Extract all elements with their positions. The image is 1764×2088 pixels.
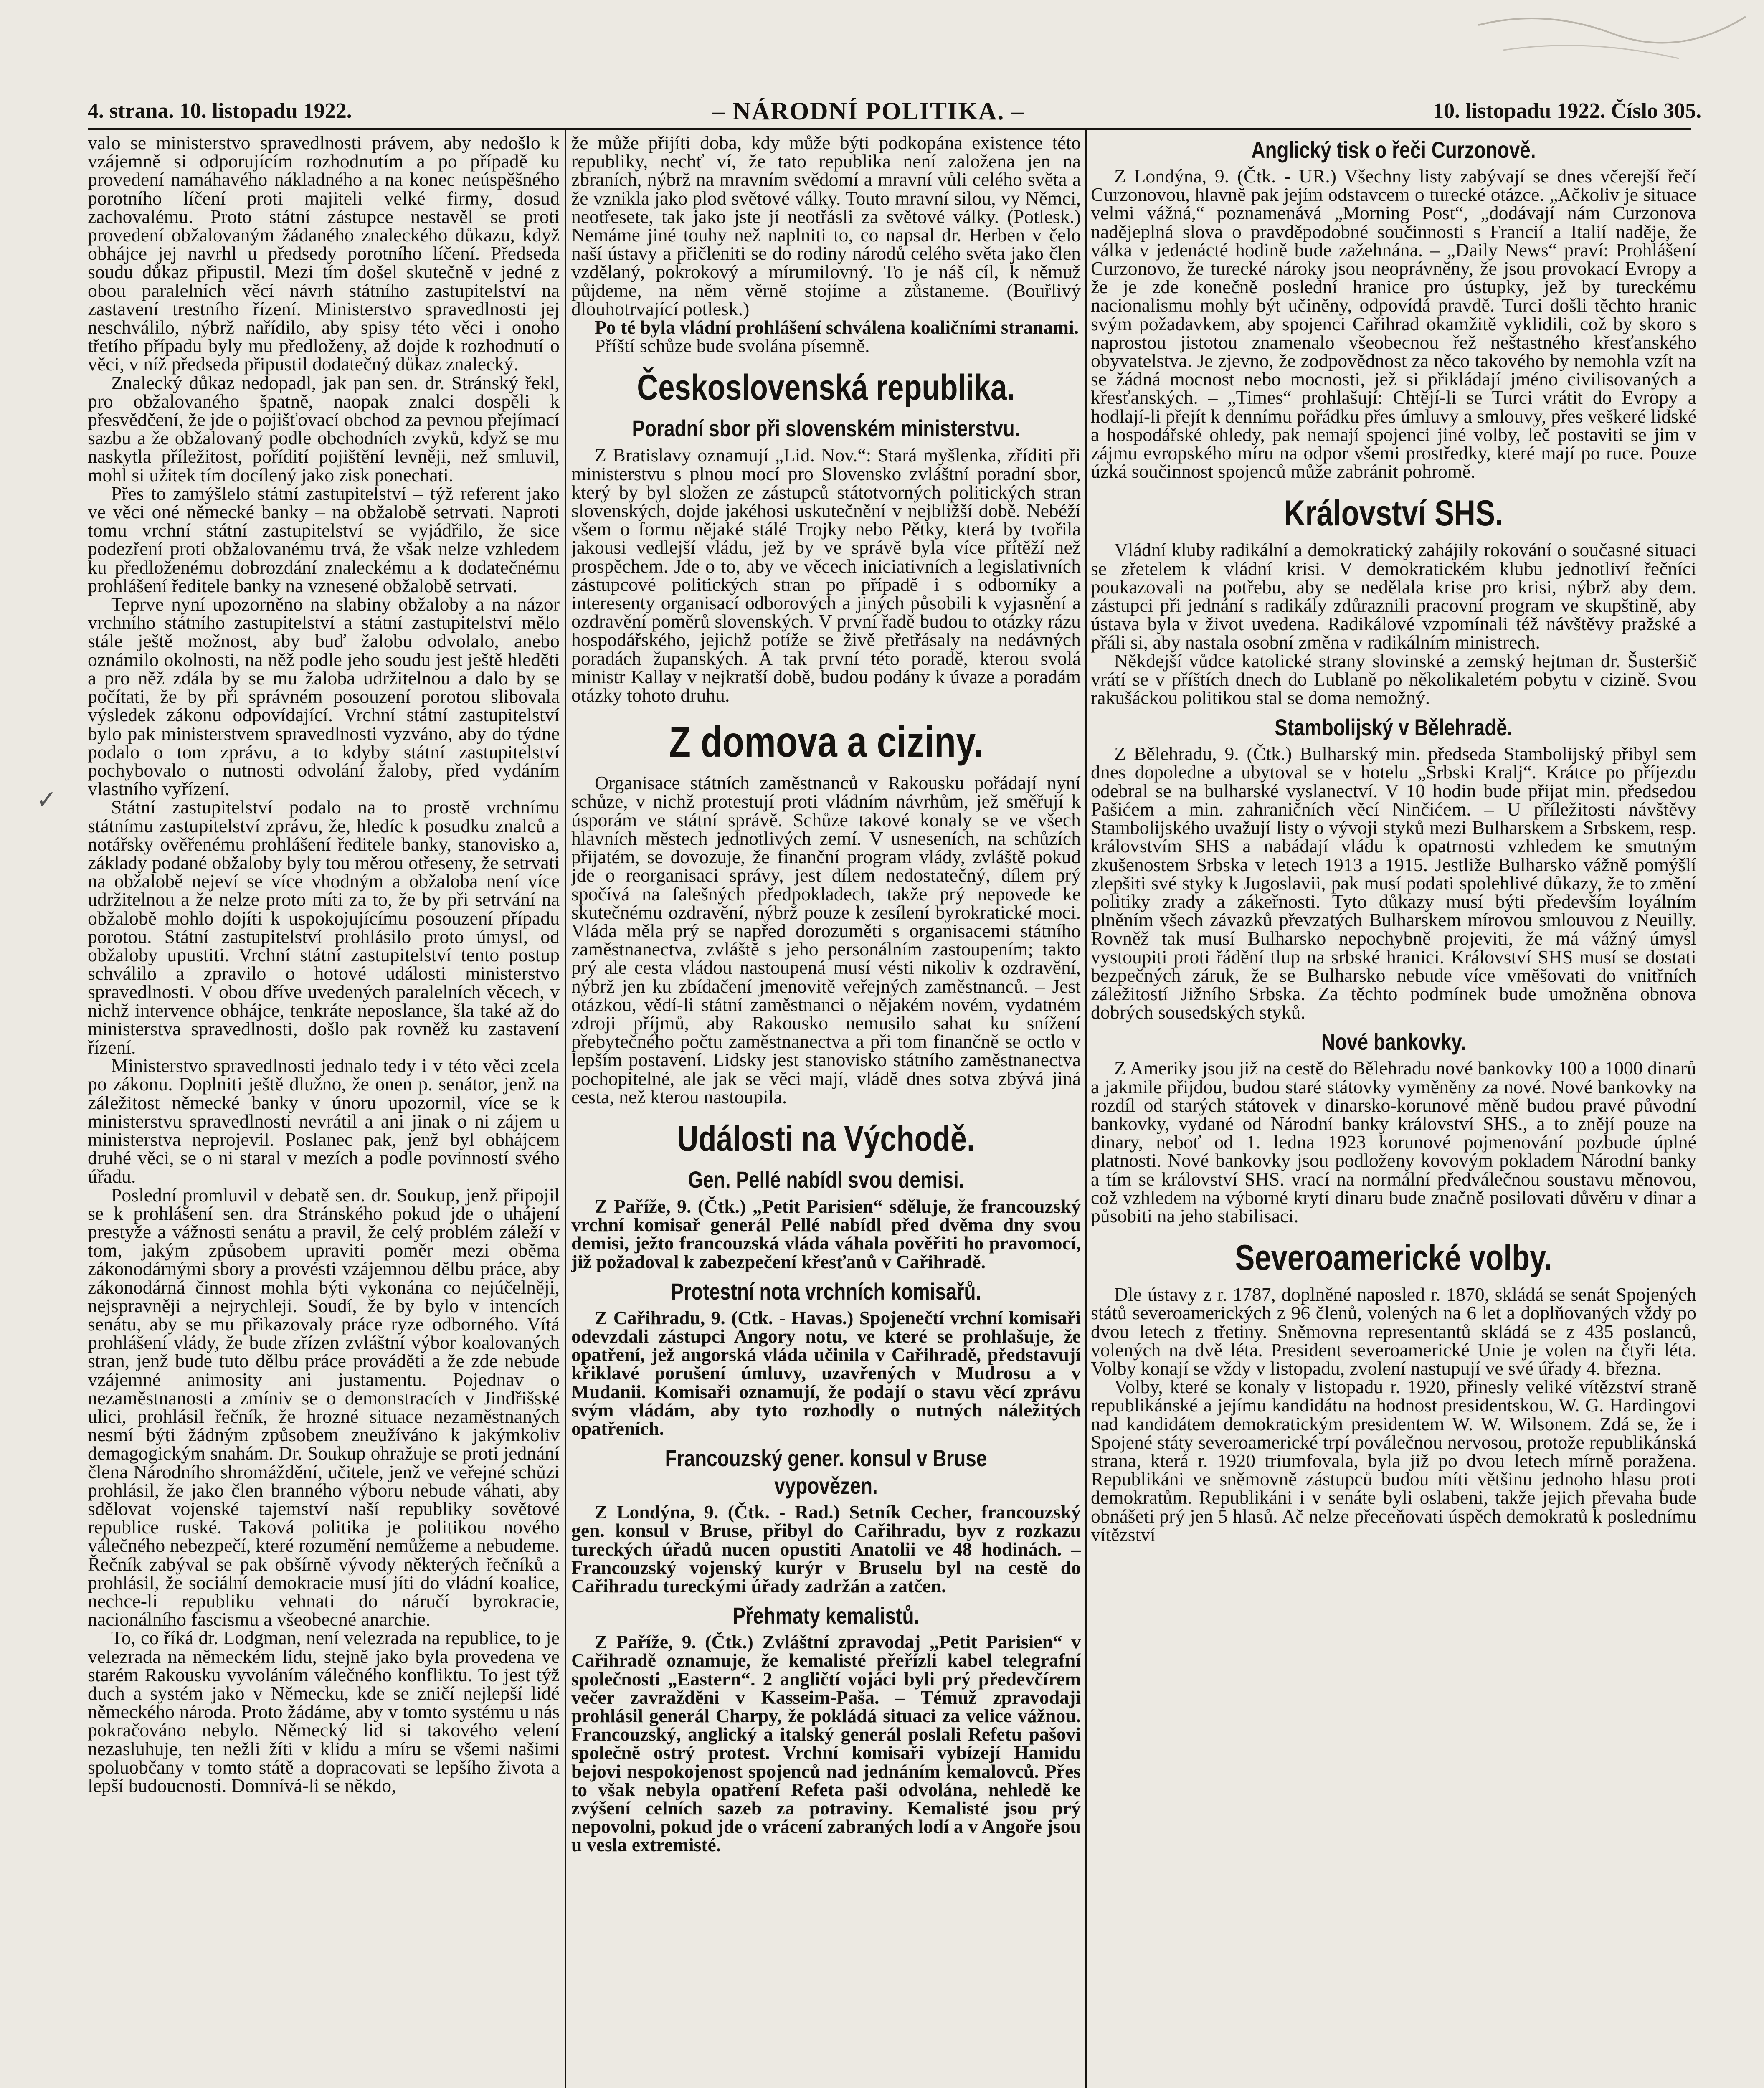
- col2-paragraph: Příští schůze bude svolána písemně.: [595, 335, 870, 357]
- article-heading-advisory-board: Poradní sbor při slovenském ministerstvu.: [632, 415, 1020, 442]
- column-divider-2: [1085, 130, 1087, 2088]
- article-body: Z Bělehradu, 9. (Čtk.) Bulharský min. předseda Stambolijský přibyl sem dnes dopoledne a ubytoval se v hotelu „Srbski Kralj“. Krátce po příjezdu odebral se na bulharské vyslanectví. V 10 hodin bude přijat min. předsedou Pašićem a min. zahraničních věcí Ninčićem. – U příležitosti návštěvy Stambolijského uvažují listy o vývoji styků mezi Bulharskem a Srbskem, resp. královstvím SHS a nabádají vládu k opatrnosti vzhledem ke smutným zkušenostem Srbska v letech 1913 a 1915. Jestliže Bulharsko vážně pomýšlí zlepšiti své styky k Jugoslavii, pak musí podati spolehlivé důkazy, že to změní politiky zrady a zákeřnosti. Tyto důkazy musí býti především loyálním plněním všech závazků převzatých Bulharskem mírovou smlouvou z Neuilly. Rovněž tak musí Bulharsko nepochybně projeviti, že má vážný úmysl vystoupiti proti řádění tlup na srbské hranici. Království SHS musí se dostati bezpečných záruk, že se Bulharsko nebude více vměšovati do vnitřních záležitostí Jižního Srbska. Za těchto podmínek bude umožněna obnova dobrých sousedských styků.: [1091, 743, 1696, 1023]
- masthead-date-left: 4. strana. 10. listopadu 1922.: [88, 99, 352, 123]
- col1-paragraph: valo se ministerstvo spravedlnosti právem, aby nedošlo k vzájemně si odporujícím rozhodnutím a po případě ku provedení namáhavého nákladného a na konec neúspěšného porotního líčení proti majiteli velké firmy, dosud zachovalému. Proto státní zástupce nestavěl se proti provedení obžalovaným žádaného znaleckého důkazu, když obhájce jej navrhl u předsedy porotního líčení. Předseda soudu důkaz připustil. Mezi tím došel skutečně v jedné z obou paralelních věcí návrh státního zastupitelství na zastavení trestního řízení. Ministerstvo spravedlnosti jej neschválilo, nýbrž nařídilo, aby spisy této věci i onoho třetího případu byly mu předloženy, až dojde k rozhodnutí o věci, v níž předseda připustil dodatečný důkaz znalecký.: [88, 134, 560, 375]
- article-body: Z Paříže, 9. (Čtk.) „Petit Parisien“ sděluje, že francouzský vrchní komisař generál Pellé nabídl před dvěma dny svou demisi, ježto francouzská vláda váhala pověřiti ho pravomocí, již požadoval k zabezpečení křesťanů v Cařihradě.: [571, 1195, 1081, 1272]
- article-heading-kemalists: Přehmaty kemalistů.: [732, 1602, 920, 1629]
- article-heading-banknotes: Nové bankovky.: [1321, 1029, 1466, 1055]
- column-3: [1091, 134, 1696, 2088]
- article-body: Dle ústavy z r. 1787, doplněné naposled r. 1870, skládá se senát Spojených států severoamerických z 96 členů, volených na 6 let a doplňovaných vždy po dvou letech z třetiny. Sněmovna representantů skládá se z 435 poslanců, volených na dvě léta. President severoamerické Unie je volen na čtyři léta. Volby konají se vždy v listopadu, zvolení nastupují ve své úřady 4. března.: [1091, 1284, 1696, 1379]
- col1-paragraph: Státní zastupitelství podalo na to prostě vrchnímu státnímu zastupitelství zprávu, že, hledíc k posudku znalců a notářsky ověřenému prohlášení ředitele banky, stanovisko a, základy podané obžaloby byly tou měrou otřeseny, že setrvati na obžalobě nejeví se více vhodným a obžaloba není více udržitelnou a že nelze proto míti za to, že by při setrvání na obžalobě mohlo dojíti k uspokojujícímu posouzení případu porotou. Státní zastupitelství prohlásilo proto úmysl, od obžaloby upustiti. Vrchní státní zastupitelství tento postup schválilo a zpravilo o hotové události ministerstvo spravedlnosti. V obou dříve uvedených paralelních věcech, v nichž intervence obhájce, tenkráte neposlance, šla také až do ministerstva spravedlnosti, došlo pak rovněž ku zastavení řízení.: [88, 796, 560, 1058]
- col1-paragraph: To, co říká dr. Lodgman, není velezrada na republice, to je velezrada na německém lidu, stejně jako byla provedena ve starém Rakousku vyvoláním válečného konfliktu. To jest týž duch a systém jako v Německu, kde se zničí nejlepší lidé německého národa. Proto žádáme, aby v tomto systému u nás pokračováno nebylo. Německý lid si takového velení nezasluhuje, ten nežli žíti v klidu a míru se všemi našimi spoluobčany v tomto státě a dopracovati se lepšího života a lepší budoucnosti. Domnívá-li se někdo,: [88, 1627, 560, 1797]
- column-1: [88, 134, 560, 2088]
- article-body: Organisace státních zaměstnanců v Rakousku pořádají nyní schůze, v nichž protestují proti vládním návrhům, jež směřují k úsporám ve státní správě. Schůze takové konaly se ve všech hlavních městech jednotlivých zemí. V usneseních, na schůzích přijatém, se dovozuje, že finanční program vlády, zvláště pokud jde o reorganisaci správy, jest dílem nedostatečný, dílem prý spočívá na falešných předpokladech, takže prý nepovede ke skutečnému ozdravění, nýbrž pouze k zesílení byrokratické moci. Vláda měla prý se napřed dorozuměti s organisacemi státního zaměstnanectva, zvláště s jeho personálním zastoupením; takto prý ale cesta vládou nastoupená musí vésti nikoliv k ozdravění, nýbrž jen ku zbídačení jmenovitě veřejných zaměstnanců. – Jest otázkou, vědí-li státní zaměstnanci o nějakém novém, vydatném zdroji příjmů, aby Rakousko nemusilo sahat ku snížení přebytečného počtu zaměstnanectva a při tom finančně se octlo v lepším postavení. Lidsky jest stanovisko státního zaměstnanectva pochopitelné, ale jak se věci mají, vládě dnes sotva zbývá jiná cesta, než kterou nastoupila.: [571, 772, 1081, 1107]
- col2-bold-paragraph: Po té byla vládní prohlášení schválena koaličními stranami.: [595, 317, 1079, 338]
- article-body: Z Paříže, 9. (Čtk.) Zvláštní zpravodaj „Petit Parisien“ v Cařihradě oznamuje, že kemalisté přeřízli kabel telegrafní společnosti „Eastern“. 2 angličtí vojáci byli prý předevčírem večer zavražděni v Kasseim-Paša. – Témuž zpravodaji prohlásil generál Charpy, že pokládá situaci za velice vážnou. Francouzský, anglický a italský generál poslali Refetu pašovi společně ostrý protest. Vrchní komisaři vybízejí Hamidu bejovi nespokojenost spojenců nad jednáním kemalovců. Přes to však nebyla opatření Refeta paši odvolána, nehledě ke zvýšení celních sazeb za potraviny. Kemalisté jsou prý nepovolni, pokud jde o vrácení zabraných lodí a v Angoře jsou u vesla extremisté.: [571, 1631, 1081, 1856]
- article-body: Z Londýna, 9. (Čtk. - UR.) Všechny listy zabývají se dnes včerejší řečí Curzonovou, hlavně pak jejím odstavcem o turecké otázce. „Ačkoliv je situace velmi vážná,“ poznamenává „Morning Post“, „dodávají nám Curzonova nadějeplná slova o pravděpodobné součinnosti s Francií a Italií naděje, že válka v jedenácté hodině bude zažehnána. – „Daily News“ praví: Prohlášení Curzonovo, že turecké nároky jsou neoprávněny, že jsou provokací Evropy a že je zde konečně poslední hranice pro ústupky, jež by tureckému nacionalismu mohly být učiněny, odpovídá pravdě. Turci došli těchto hranic svým požadavkem, aby spojenci Cařihrad okamžitě vyklidili, což by skoro s naprostou jistotou znamenalo všeobecnou řež neštastného křesťanského obyvatelstva. Je zjevno, že zodpovědnost za něco takového by nemohla vzít na se žádná mocnost nebo mocnosti, jež si přikládají jméno civilisovaných a křesťanských. – „Times“ prohlašují: Chtějí-li se Turci vrátit do Evropy a hodlají-li přejít k dennímu pořádku přes úmluvy a smlouvy, přes veškeré lidské a hospodářské ohledy, pak nemají spojenci jiné volby, leč postaviti se jim v zájmu evropského míru na odpor všemi prostředky, které mají po ruce. Pouze úzká součinnost spojenců může zabránit pohromě.: [1091, 165, 1696, 482]
- section-heading-east: Události na Východě.: [677, 1118, 975, 1159]
- article-body: Z Cařihradu, 9. (Ctk. - Havas.) Spojenečtí vrchní komisaři odevzdali zástupci Angory notu, ve které se prohlašuje, že opatření, jež angorská vláda učinila v Cařihradě, představují křiklavé porušení úmluvy, uzavřených v Mudrosu a v Mudanii. Komisaři oznamují, že podají o stavu věcí zprávu svým vládám, aby tyto rozhodly o nutných náležitých opatřeních.: [571, 1307, 1081, 1439]
- article-heading-protest: Protestní nota vrchních komisařů.: [671, 1278, 981, 1305]
- article-heading-consul: Francouzský gener. konsul v Bruse vypovězen.: [665, 1445, 987, 1499]
- col1-paragraph: Teprve nyní upozorněno na slabiny obžaloby a na názor vrchního státního zastupitelství a státní zastupitelství mělo stále ještě možnost, aby buď žalobu odvolalo, anebo oznámilo okolnosti, na něž podle jeho soudu jest ještě hleděti a pro něž zdála by se mu žaloba udržitelnou a dalo by se počítati, že by při správném posouzení porotou slibovala výsledek zákonu odpovídající. Vrchní státní zastupitelství bylo pak ministerstvem spravedlnosti vyzváno, aby do týdne podalo o tom zprávu, a to kdyby státní zastupitelství pochybovalo o nutnosti odvolání žaloby, před vydáním vlastního vyřízení.: [88, 593, 560, 800]
- paper-stain-mark: [1462, 0, 1754, 75]
- masthead-rule: [88, 128, 1691, 130]
- article-body: Volby, které se konaly v listopadu r. 1920, přinesly veliké vítězství straně republikánské a jejímu kandidátu na hodnost presidentskou, W. G. Hardingovi nad kandidátem demokratickým presidentem W. W. Wilsonem. Zdá se, že i Spojené státy severoamerické trpí poválečnou nervosou, protože republikánská strana, která r. 1920 triumfovala, byla již po dvou letech mírně poražena. Republikáni ve sněmovně zástupců budou míti většinu jednoho hlasu proti demokratům. Republikáni i v senáte byli oslabeni, takže jejich převaha bude obnášeti prý jen 5 hlasů. Ač nelze přeceňovati úspěch demokratů k poslednímu vítězství: [1091, 1376, 1696, 1545]
- column-2: [571, 134, 1081, 2088]
- col1-paragraph: Ministerstvo spravedlnosti jednalo tedy i v této věci zcela po zákonu. Doplniti ještě dlužno, že onen p. senátor, jenž na záležitost německé banky v únoru upozornil, více se k ministerstvu spravedlnosti nevrátil a ani jinak o ni zájem u ministerstva neprojevil. Poslanec pak, jenž byl obhájcem druhé věci, se o ni staral v mezích a podle povinností svého úřadu.: [88, 1055, 560, 1187]
- pencil-mark: ✓: [36, 786, 57, 813]
- article-body: Z Ameriky jsou již na cestě do Bělehradu nové bankovky 100 a 1000 dinarů a jakmile přijdou, budou staré státovky vyměněny za nové. Nové bankovky na rozdíl od starých státovek v dinarsko-korunové měně budou pravé původní bankovky, vydané od Národní banky království SHS., a to znějí pouze na dinary, neboť od 1. ledna 1923 korunové pojmenování pozbude úplné platnosti. Nové bankovky jsou podloženy kovovým pokladem Národní banky a tím se království SHS. vrací na normální předválečnou soustavu měnovou, což vzhledem na výborné krytí dinaru bude značně posilovati důvěru v dinar a působiti na jeho stabilisaci.: [1091, 1057, 1696, 1226]
- section-heading-shs: Království SHS.: [1284, 493, 1503, 534]
- article-body: Někdejší vůdce katolické strany slovinské a zemský hejtman dr. Šusteršič vrátí se v příštích dnech do Lublaně po několikaletém pobytu v cizině. Svou rakušáckou politikou stal se doma nemožný.: [1091, 650, 1696, 709]
- col1-paragraph: Přes to zamýšlelo státní zastupitelství – týž referent jako ve věci oné německé banky – na obžalobě setrvati. Naproti tomu vrchní státní zastupitelství se vyjádřilo, že sice podezření proti obžalovanému trvá, že však nelze vzhledem ku předloženému dobrozdání znaleckému a k dodatečnému prohlášení ředitele banky na vznesené obžalobě setrvati.: [88, 482, 560, 596]
- col1-paragraph: Znalecký důkaz nedopadl, jak pan sen. dr. Stránský řekl, pro obžalovaného špatně, naopak znalci dospěli k přesvědčení, že jde o pojišťovací obchod za pevnou přejímací sazbu a že obžalovaný podle obchodních zvyků, když se mu naskytla příležitost, pořídití pojištění levněji, než smluvil, mohl si užitek tím docílený jako zisk ponechati.: [88, 372, 560, 486]
- section-heading-us-elections: Severoamerické volby.: [1235, 1238, 1552, 1278]
- section-heading-czechoslovakia: Československá republika.: [637, 367, 1015, 408]
- col1-paragraph: Poslední promluvil v debatě sen. dr. Soukup, jenž připojil se k prohlášení sen. dra Stránského pokud jde o uhájení prestyže a vážnosti senátu a pravil, že celý problém záleží v tom, jakým způsobem upraviti poměr mezi oběma zákonodárnými sbory a provésti vzájemnou dělbu práce, aby zákonodárná činnost mohla býti vykonána co nejúčelněji, nejspravněji a nejrychleji. Soudí, že by bylo v intencích senátu, aby se mu přikazovaly práce ryze odborného. Vítá prohlášení vlády, že bude zřízen zvláštní výbor koalovaných stran, jenž bude tuto dělbu práce prováděti a že zde nebude vzájemné animosity ani justamentu. Pojednav o nezaměstnanosti a zmíniv se o demonstracích v Jindřišské ulici, prohlásil řečník, že hrozné situace nezaměstnaných nesmí býti žádným způsobem zneužíváno k jakýmkoliv demagogickým snahám. Dr. Soukup ohražuje se proti jednání člena Národního shromáždění, učitele, jenž ve veřejné schůzi prohlásil, že jako člen branného výboru nebude váhati, aby sdělovat vojenské tajemství naší republiky sovětové republice ruské. Taková politika je politikou nového válečného nebezpečí, které rozumění nemůžeme a nebudeme. Řečník zabýval se pak obšírně vývody některých řečníků a prohlásil, že sociální demokracie musí jíti do vládní koalice, nechce-li republiku vehnati do náručí byrokracie, nacionálního fascismu a všeobecné anarchie.: [88, 1184, 560, 1630]
- section-heading-home-abroad: Z domova a ciziny.: [669, 718, 983, 767]
- article-heading-curzon: Anglický tisk o řeči Curzonově.: [1251, 137, 1536, 163]
- column-divider-1: [565, 130, 566, 2088]
- article-body: Z Londýna, 9. (Čtk. - Rad.) Setník Cecher, francouzský gen. konsul v Bruse, přibyl do Cařihradu, byv z rozkazu tureckých úřadů nucen opustiti Anatolii ve 48 hodinách. – Francouzský vojenský kurýr v Bruselu byl na cestě do Cařihradu tureckými úřady zadržán a zatčen.: [571, 1501, 1081, 1596]
- masthead-title: – NÁRODNÍ POLITIKA. –: [712, 97, 1025, 125]
- col2-paragraph: že může přijíti doba, kdy může býti podkopána existence této republiky, nechť ví, že tato republika není založena jen na zbraních, nýbrž na mravním svědomí a mravní vůli celého světa a že vznikla jako plod světové války. Touto mravní silou, vy Němci, neotřesete, tak jako jste jí neotřásli za světové války. (Potlesk.) Nemáme jiné touhy než naplniti to, co napsal dr. Herben v čelo naší ústavy a přičleniti se do rodiny národů celého světa jako člen vzdělaný, pokrokový a mírumilovný. To je náš cíl, k němuž půjdeme, na něm věrně stojíme a zůstaneme. (Bouřlivý dlouhotrvající potlesk.): [571, 134, 1081, 319]
- masthead-date-right: 10. listopadu 1922. Číslo 305.: [1433, 99, 1701, 123]
- article-body: Z Bratislavy oznamují „Lid. Nov.“: Stará myšlenka, zříditi při ministerstvu s plnou mocí pro Slovensko zvláštní poradní sbor, který by byl složen ze zástupců státotvorných politických stran slovenských, dojde jakéhosi uskutečnění v nejbližší době. Nebéží všem o formu nějaké stálé Trojky nebo Pětky, která by tvořila jakousi vedlejší vládu, jež by ve správě byla více přítěží než prospěchem. Jde o to, aby ve věcech iniciativních a legislativních zástupcové politických stran po případě i s odborníky a interesenty organisací odborových a jiných působili k vyjasnění a ozdravění poměrů slovenských. V první řadě budou to otázky rázu hospodářského, jejichž potíže se živě přetřásaly na nedávných poradách županských. A tak první této poradě, kterou svolá ministr Kallay v nejkratší době, budou podány k úvaze a poradám otázky tohoto druhu.: [571, 444, 1081, 706]
- article-body: Vládní kluby radikální a demokratický zahájily rokování o současné situaci se zřetelem k vládní krisi. V demokratickém klubu jednotliví řečníci poukazovali na potřebu, aby se nedělala krise pro krisi, nýbrž aby dem. zástupci při jednání s radikály zdůraznili pracovní program ve skupštině, aby ústava byla v život uvedena. Radikálové vzpomínali též návštěvy pražské a přáli si, aby nastala osobní změna v radikálním ministrech.: [1091, 539, 1696, 653]
- article-heading-stambolijski: Stambolijský v Bělehradě.: [1275, 714, 1513, 741]
- article-heading-pelle: Gen. Pellé nabídl svou demisi.: [688, 1166, 964, 1193]
